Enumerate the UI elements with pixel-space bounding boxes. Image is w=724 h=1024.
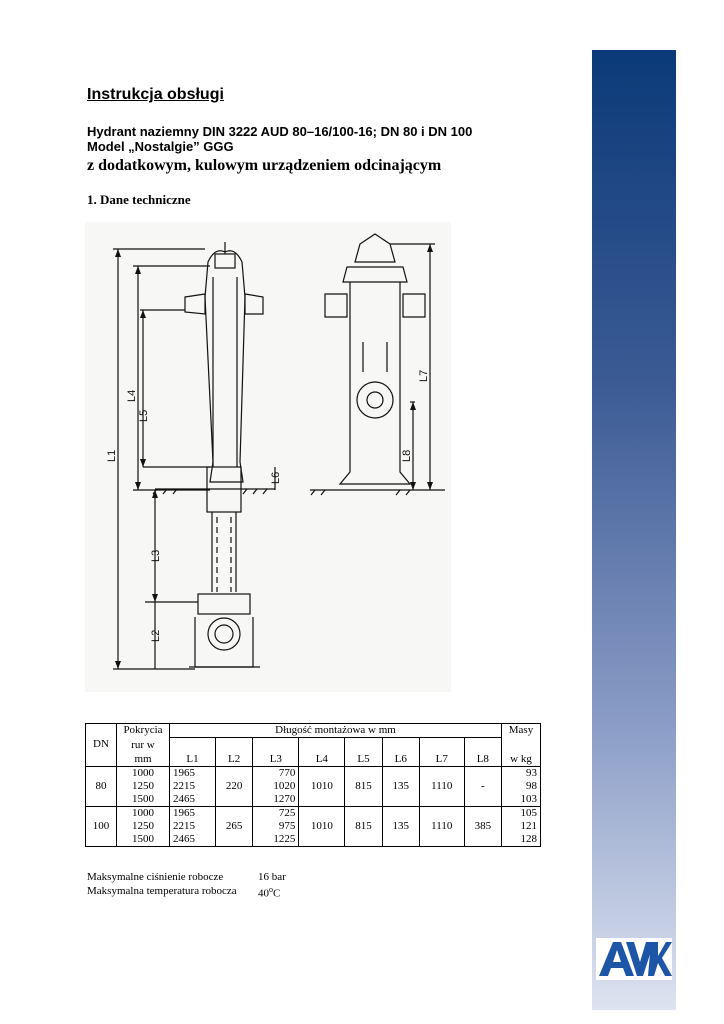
max-temp-row [87, 885, 281, 900]
max-temp-label: Maksymalna temperatura robocza [87, 885, 237, 897]
cell-l7: 1110 [419, 806, 464, 846]
header-pipe-line-2-3 [117, 738, 170, 767]
cell-mass [502, 766, 541, 806]
cell-l8: - [464, 766, 501, 806]
dim-label-l5: L5 [138, 409, 150, 422]
cell-mass-value: 121 [520, 819, 537, 832]
cell-pipe-value: 1250 [132, 819, 154, 832]
header-col-l4: L4 [299, 738, 345, 767]
hydrant-technical-drawing [85, 222, 451, 692]
cell-l4: 1010 [299, 806, 345, 846]
header-col-l3: L3 [253, 738, 299, 767]
cell-l1-value: 1965 [173, 806, 195, 819]
header-col-l5: L5 [345, 738, 382, 767]
cell-pipe-value: 1250 [132, 779, 154, 792]
header-dn: DN [86, 724, 117, 767]
header-pipe-line-2: rur w [131, 738, 155, 751]
cell-l1-value: 2465 [173, 792, 195, 805]
cell-l3-value: 1270 [273, 792, 296, 805]
svg-text:AVK: AVK [634, 979, 637, 980]
technical-data-table [85, 723, 541, 847]
cell-l5: 815 [345, 806, 382, 846]
brand-sidebar [592, 50, 676, 1010]
subtitle-line-2: Model „Nostalgie” GGG [87, 139, 234, 154]
avk-logo-icon [596, 938, 672, 980]
cell-l6: 135 [382, 766, 419, 806]
cell-l6: 135 [382, 806, 419, 846]
cell-l1 [170, 806, 216, 846]
cell-l3-value: 725 [278, 806, 296, 819]
cell-dn: 100 [86, 806, 117, 846]
subtitle-line-1: Hydrant naziemny DIN 3222 AUD 80–16/100-16; DN 80 i DN 100 [87, 124, 473, 139]
dim-label-l8: L8 [401, 449, 413, 462]
table-row [86, 766, 541, 806]
cell-l3-value: 1020 [273, 779, 296, 792]
max-temp-value-group [258, 885, 280, 900]
cell-pipe [117, 806, 170, 846]
cell-pipe-value: 1500 [132, 792, 154, 805]
cell-l1-value: 2465 [173, 832, 195, 845]
header-pipe-line-1: Pokrycia [117, 724, 170, 738]
cell-l3 [253, 806, 299, 846]
cell-l3 [253, 766, 299, 806]
cell-l1 [170, 766, 216, 806]
max-pressure-row [87, 871, 286, 883]
dim-label-l4: L4 [126, 389, 138, 402]
cell-l5: 815 [345, 766, 382, 806]
page-title: Instrukcja obsługi [87, 86, 224, 103]
header-col-l1: L1 [170, 738, 216, 767]
dim-label-l6: L6 [270, 471, 282, 484]
cell-l7: 1110 [419, 766, 464, 806]
cell-l4: 1010 [299, 766, 345, 806]
cell-l1-value: 1965 [173, 766, 195, 779]
cell-l1-value: 2215 [173, 819, 195, 832]
header-col-l7: L7 [419, 738, 464, 767]
header-pipe-line-3: mm [134, 752, 152, 765]
cell-mass-value: 103 [520, 792, 537, 805]
cell-l3-value: 770 [278, 766, 296, 779]
cell-pipe-value: 1000 [132, 806, 154, 819]
cell-l8: 385 [464, 806, 501, 846]
dim-label-l1: L1 [106, 449, 118, 462]
cell-l2: 265 [216, 806, 253, 846]
subtitle-line-3: z dodatkowym, kulowym urządzeniem odcinającym [87, 157, 442, 174]
header-col-l8: L8 [464, 738, 501, 767]
header-col-l6: L6 [382, 738, 419, 767]
header-col-l2: L2 [216, 738, 253, 767]
table-row [86, 806, 541, 846]
cell-pipe-value: 1500 [132, 832, 154, 845]
max-pressure-label: Maksymalne ciśnienie robocze [87, 871, 224, 883]
cell-mass-value: 105 [520, 806, 537, 819]
max-temp-value: 40 [258, 887, 269, 900]
max-pressure-value: 16 bar [258, 871, 286, 883]
cell-mass-value: 93 [526, 766, 537, 779]
section-title: 1. Dane techniczne [87, 192, 191, 207]
cell-mass-value: 128 [520, 832, 537, 845]
cell-l3-value: 1225 [273, 832, 296, 845]
cell-mass [502, 806, 541, 846]
cell-l3-value: 975 [278, 819, 296, 832]
header-mass-line-2: w kg [502, 738, 541, 767]
cell-l1-value: 2215 [173, 779, 195, 792]
cell-mass-value: 98 [526, 779, 537, 792]
header-mass-line-1: Masy [502, 724, 541, 738]
cell-dn: 80 [86, 766, 117, 806]
cell-pipe [117, 766, 170, 806]
max-temp-unit: C [273, 887, 281, 900]
cell-l2: 220 [216, 766, 253, 806]
header-length-group: Długość montażowa w mm [170, 724, 502, 738]
dim-label-l3: L3 [150, 549, 162, 562]
cell-pipe-value: 1000 [132, 766, 154, 779]
dim-label-l2: L2 [150, 629, 162, 642]
degree-symbol: o [269, 885, 273, 894]
dim-label-l7: L7 [418, 369, 430, 382]
